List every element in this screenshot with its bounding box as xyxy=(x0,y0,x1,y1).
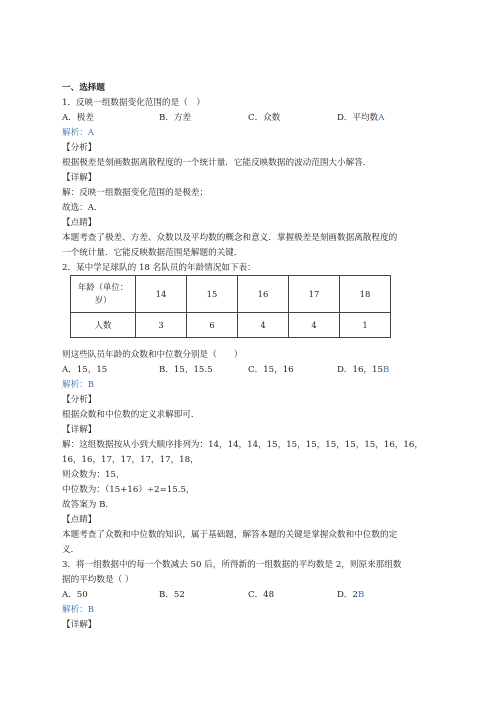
q1-xiangjie-tag: 【详解】 xyxy=(62,173,97,183)
q3-option-c: C．48 xyxy=(248,590,275,600)
age-table xyxy=(70,275,391,338)
q2-fenxi-text: 根据众数和中位数的定义求解即可． xyxy=(62,410,200,420)
age-cell: 17 xyxy=(289,276,340,313)
q1-solve-1: 解：反映一组数据变化范围的是极差； xyxy=(62,188,209,198)
count-header-cell: 人数 xyxy=(71,313,136,338)
q1-dianjing-2: 一个统计量．它能反映数据范围是解题的关键． xyxy=(62,248,243,258)
q2-option-a: A．15，15 xyxy=(62,365,108,375)
q2-fenxi-tag: 【分析】 xyxy=(62,395,97,405)
q3-stem-2: 据的平均数是（ ） xyxy=(62,575,134,585)
q2-solve-1: 解：这组数据按从小到大顺序排列为：14，14，14，15，15，15，15，15，15，16，16， xyxy=(62,440,423,450)
count-cell: 1 xyxy=(340,313,391,338)
q1-answer-mark: A xyxy=(378,113,385,123)
q2-option-c: C．15，16 xyxy=(248,365,294,375)
q1-dianjing-tag: 【点睛】 xyxy=(62,218,97,228)
q1-fenxi-text: 根据极差是刻画数据离散程度的一个统计量．它能反映数据的波动范围大小解答． xyxy=(62,158,372,168)
age-header-cell xyxy=(71,276,136,313)
q1-fenxi-tag: 【分析】 xyxy=(62,143,97,153)
age-cell: 16 xyxy=(238,276,289,313)
q2-dianjing-2: 义． xyxy=(62,545,80,555)
q1-option-b: B．方差 xyxy=(159,113,192,123)
q2-xiangjie-tag: 【详解】 xyxy=(62,425,97,435)
q3-option-a: A．50 xyxy=(62,590,88,600)
age-cell: 18 xyxy=(340,276,391,313)
q3-stem-1: 3．将一组数据中的每一个数减去 50 后，所得新的一组数据的平均数是 2，则原来那组数 xyxy=(62,560,402,570)
age-row xyxy=(71,276,391,313)
q3-answer-mark: B xyxy=(357,590,365,600)
q2-dianjing-tag: 【点睛】 xyxy=(62,515,97,525)
age-header-label-1: 年龄（单位： xyxy=(77,282,129,292)
section-title: 一、选择题 xyxy=(62,83,105,93)
q2-solve-4: 中位数为：（15+16）÷2=15.5， xyxy=(62,485,195,495)
q1-solve-2: 故选：A． xyxy=(62,203,103,213)
q2-option-d: D．16，15B xyxy=(337,365,390,375)
count-cell: 4 xyxy=(289,313,340,338)
q2-question: 则这些队员年龄的众数和中位数分别是（ ） xyxy=(62,350,243,360)
q1-option-a: A．极差 xyxy=(62,113,94,123)
q1-option-c: C．众数 xyxy=(248,113,281,123)
q2-option-b: B．15，15.5 xyxy=(159,365,213,375)
age-cell: 15 xyxy=(187,276,238,313)
q1-dianjing-1: 本题考查了极差、方差、众数以及平均数的概念和意义．掌握极差是刻画数据离散程度的 xyxy=(62,233,398,243)
count-row xyxy=(71,313,391,338)
q1-option-d: D．平均数A xyxy=(337,113,385,123)
q2-stem: 2．某中学足球队的 18 名队员的年龄情况如下表： xyxy=(62,263,256,273)
q1-analysis-answer: 解析：A xyxy=(62,128,94,138)
q2-solve-3: 则众数为：15， xyxy=(62,470,125,480)
q3-xiangjie-tag: 【详解】 xyxy=(62,620,97,630)
q1-stem: 1．反映一组数据变化范围的是（ ） xyxy=(62,98,205,108)
q3-option-b: B．52 xyxy=(159,590,185,600)
q3-analysis-answer: 解析：B xyxy=(62,605,95,615)
q2-solve-2: 16，16，17，17，17，17，18， xyxy=(62,455,199,465)
q2-answer-mark: B xyxy=(382,365,390,375)
age-cell: 14 xyxy=(136,276,187,313)
q2-solve-5: 故答案为 B． xyxy=(62,500,115,510)
age-header-label-2: 岁） xyxy=(94,295,112,305)
q2-dianjing-1: 本题考查了众数和中位数的知识，属于基础题，解答本题的关键是掌握众数和中位数的定 xyxy=(62,530,398,540)
count-cell: 4 xyxy=(238,313,289,338)
count-cell: 3 xyxy=(136,313,187,338)
count-cell: 6 xyxy=(187,313,238,338)
q3-option-d: D．2B xyxy=(337,590,365,600)
q2-analysis-answer: 解析：B xyxy=(62,380,95,390)
